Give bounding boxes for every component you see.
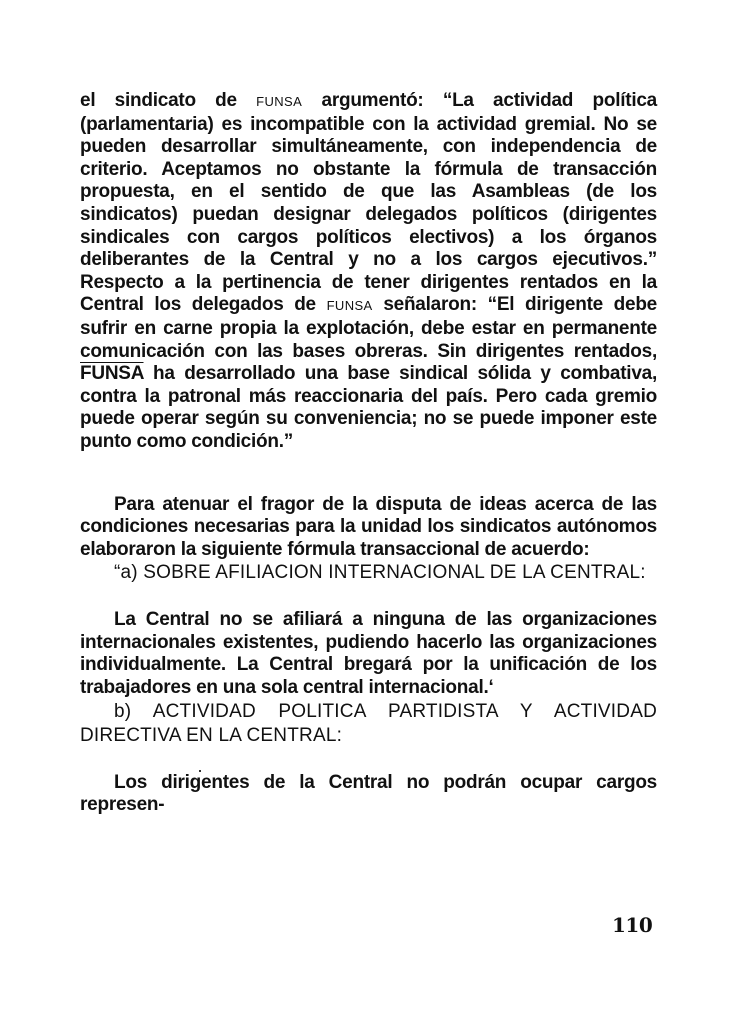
org-acronym: FUNSA <box>256 94 303 109</box>
paragraph-funsa-argument <box>80 90 657 454</box>
scan-speck <box>199 770 201 772</box>
org-acronym-marked: FUNSA <box>80 363 144 385</box>
section-heading-b: b) ACTIVIDAD POLITICA PARTIDISTA Y ACTIVIDAD DIRECTIVA EN LA CENTRAL: <box>80 700 657 746</box>
paragraph-text: argumentó: “La actividad política (parlamentaria) es incompatible con la actividad gremial. No se pueden desarrollar simultáneamente, con independencia de criterio. Aceptamos no obstante la fórmula de transacción propuesta, en el sentido de que las Asambleas (de los sindicatos) puedan designar delegados políticos (dirigentes sindicales con cargos políticos electivos) a los órganos deliberantes de la Central y no a los cargos ejecutivos.” Respecto a la pertinencia de tener dirigentes rentados en la Central los delegados de <box>80 90 657 316</box>
page-number: 110 <box>612 913 653 937</box>
paragraph-leaders-positions: Los dirigentes de la Central no podrán ocupar cargos represen- <box>80 771 657 816</box>
paragraph-text: ha desarrollado una base sindical sólida y combativa, contra la patronal más reaccionaria del país. Pero cada gremio puede operar según su conveniencia; no se puede imponer este punto como condición.” <box>80 363 657 452</box>
paragraph-transactional-formula: Para atenuar el fragor de la disputa de ideas acerca de las condiciones necesarias para la unidad los sindicatos autónomos elaboraron la siguiente fórmula transaccional de acuerdo: <box>80 493 657 560</box>
section-heading-a: “a) SOBRE AFILIACION INTERNACIONAL DE LA CENTRAL: <box>114 562 646 584</box>
paragraph-text: señalaron: “El dirigente debe sufrir en carne propia la explotación, debe estar en permanente comunicación con las bases obreras. Sin dirigentes rentados, <box>80 294 657 362</box>
paragraph-international-affiliation: La Central no se afiliará a ninguna de las organizaciones internacionales existentes, pudiendo hacerlo las organizaciones individualmente. La Central bregará por la unificación de los trabajadores en una sola central internacional.‘ <box>80 609 657 699</box>
org-acronym: FUNSA <box>326 298 373 314</box>
paragraph-text: el sindicato de <box>80 90 257 111</box>
